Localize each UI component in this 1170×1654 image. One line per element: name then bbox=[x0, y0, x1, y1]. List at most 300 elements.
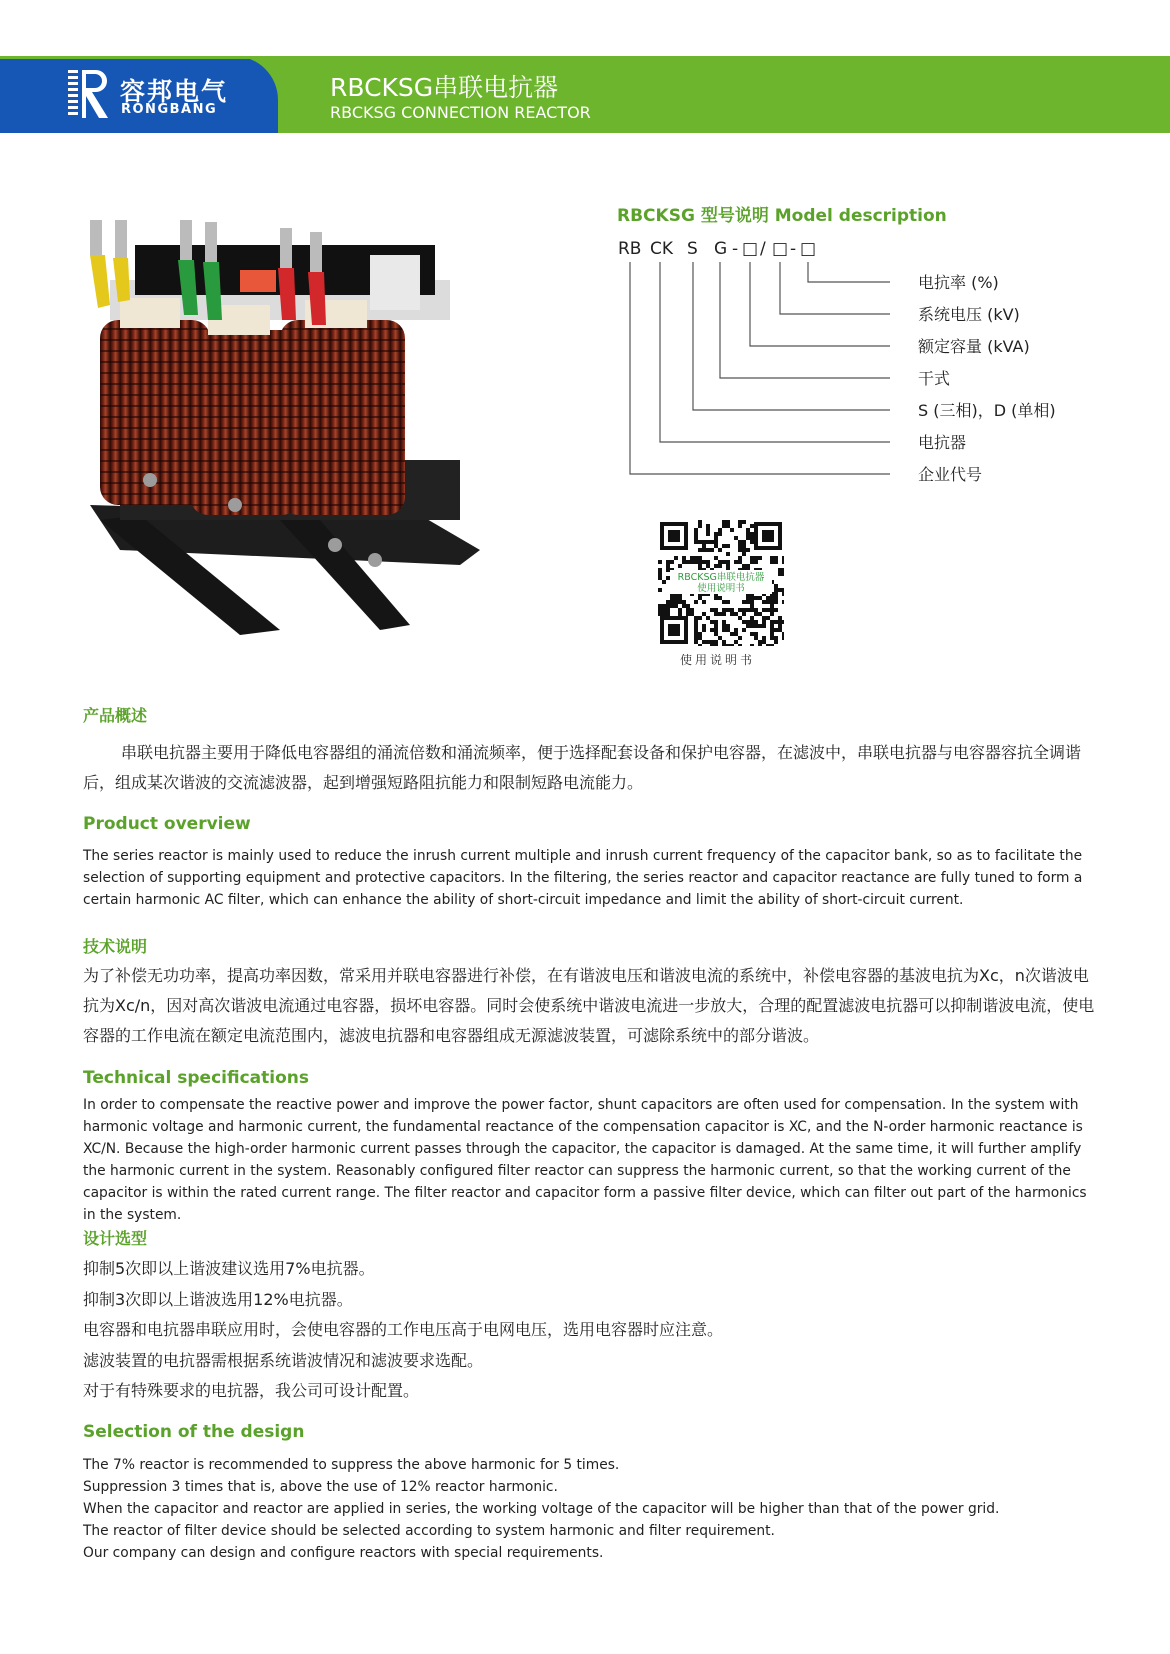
qr-module bbox=[778, 628, 782, 632]
qr-module bbox=[738, 636, 742, 640]
rongbang-logo-icon bbox=[68, 70, 110, 118]
qr-module bbox=[702, 628, 706, 632]
qr-module bbox=[750, 532, 754, 536]
qr-module bbox=[754, 612, 758, 616]
qr-module bbox=[710, 640, 714, 644]
qr-module bbox=[666, 600, 670, 604]
qr-module bbox=[782, 556, 784, 560]
qr-module bbox=[658, 576, 662, 580]
qr-module bbox=[706, 532, 710, 536]
qr-module bbox=[702, 544, 706, 548]
qr-module bbox=[782, 572, 784, 576]
qr-module bbox=[742, 548, 746, 552]
qr-module bbox=[722, 624, 726, 628]
qr-module bbox=[718, 528, 722, 532]
qr-module bbox=[698, 644, 702, 646]
qr-module bbox=[706, 564, 710, 568]
qr-caption: 使用说明书 bbox=[680, 653, 756, 667]
qr-module bbox=[750, 540, 754, 544]
qr-module bbox=[742, 620, 746, 624]
qr-module bbox=[694, 624, 698, 628]
header-accent-strip bbox=[0, 56, 270, 59]
qr-module bbox=[722, 644, 726, 646]
qr-module bbox=[714, 628, 718, 632]
qr-module bbox=[738, 616, 742, 620]
qr-module bbox=[670, 600, 674, 604]
qr-module bbox=[770, 624, 774, 628]
qr-module bbox=[694, 616, 698, 620]
qr-module bbox=[746, 528, 750, 532]
qr-module bbox=[670, 604, 674, 608]
model-item-dry-type: 干式 bbox=[918, 369, 951, 388]
qr-module bbox=[726, 520, 730, 524]
qr-module bbox=[682, 604, 686, 608]
qr-module bbox=[682, 600, 686, 604]
qr-module bbox=[762, 624, 766, 628]
qr-module bbox=[658, 572, 662, 576]
qr-module bbox=[766, 616, 770, 620]
qr-module bbox=[750, 560, 754, 564]
qr-module bbox=[706, 560, 710, 564]
code-dash-1: - bbox=[732, 239, 739, 259]
qr-module bbox=[702, 560, 706, 564]
qr-module bbox=[730, 608, 734, 612]
qr-module bbox=[706, 548, 710, 552]
design-cn-line: 滤波装置的电抗器需根据系统谐波情况和滤波要求选配。 bbox=[83, 1350, 484, 1370]
qr-module bbox=[746, 596, 750, 600]
qr-module bbox=[770, 596, 774, 600]
qr-module bbox=[662, 608, 666, 612]
qr-module bbox=[718, 596, 722, 600]
qr-module bbox=[670, 596, 674, 600]
qr-module bbox=[718, 636, 722, 640]
qr-module bbox=[782, 588, 784, 592]
qr-module bbox=[746, 600, 750, 604]
page-subtitle: RBCKSG CONNECTION REACTOR bbox=[330, 103, 591, 122]
code-box-2: □ bbox=[772, 239, 789, 259]
qr-module bbox=[734, 640, 738, 644]
qr-module bbox=[742, 612, 746, 616]
qr-module bbox=[750, 620, 754, 624]
design-en-list bbox=[83, 1454, 1103, 1564]
qr-module bbox=[714, 624, 718, 628]
qr-module bbox=[702, 624, 706, 628]
qr-module bbox=[770, 612, 774, 616]
qr-code[interactable] bbox=[658, 520, 784, 646]
qr-module bbox=[666, 576, 670, 580]
design-en-line: When the capacitor and reactor are applied in series, the working voltage of the capacitor will be higher than that of the power grid. bbox=[83, 1501, 1000, 1517]
qr-module bbox=[758, 624, 762, 628]
tech-cn-text: 为了补偿无功功率，提高功率因数，常采用并联电容器进行补偿，在有谐波电压和谐波电流的系统中，补偿电容器的基波电抗为Xc，n次谐波电抗为Xc/n，因对高次谐波电流通过电容器，损坏电容器。同时会使系统中谐波电流进一步放大，合理的配置滤波电抗器可以抑制谐波电流，使电容器的工作电流在额定电流范围内，滤波电抗器和电容器组成无源滤波装置，可滤除系统中的部分谐波。 bbox=[83, 966, 1095, 1045]
qr-module bbox=[710, 540, 714, 544]
qr-module bbox=[746, 564, 750, 568]
overview-en-text: The series reactor is mainly used to reduce the inrush current multiple and inrush current frequency of the capacitor bank, so as to facilitate the selection of supporting equipment and protective capacitors. In the filtering, the series reactor and capacitor reactance are fully tuned to form a certain harmonic AC filter, which can enhance the ability of short-circuit impedance and limit the ability of short-circuit current. bbox=[83, 848, 1083, 908]
qr-module bbox=[750, 624, 754, 628]
qr-module bbox=[750, 616, 754, 620]
qr-module bbox=[734, 560, 738, 564]
qr-module bbox=[722, 620, 726, 624]
qr-module bbox=[662, 612, 666, 616]
qr-module bbox=[694, 640, 698, 644]
design-en-line: The reactor of filter device should be selected according to system harmonic and filter requirement. bbox=[83, 1523, 775, 1539]
code-box-3: □ bbox=[800, 239, 817, 259]
qr-module bbox=[738, 608, 742, 612]
overview-en-title: Product overview bbox=[83, 814, 251, 834]
qr-module bbox=[694, 528, 698, 532]
qr-module bbox=[698, 616, 702, 620]
model-item-company-code: 企业代号 bbox=[918, 465, 983, 484]
qr-module bbox=[722, 520, 726, 524]
qr-module bbox=[722, 560, 726, 564]
qr-module bbox=[666, 564, 670, 568]
qr-module bbox=[778, 620, 782, 624]
qr-module bbox=[698, 548, 702, 552]
qr-module bbox=[714, 608, 718, 612]
qr-module bbox=[666, 612, 670, 616]
qr-module bbox=[690, 556, 694, 560]
qr-module bbox=[718, 532, 722, 536]
qr-module bbox=[662, 580, 666, 584]
qr-module bbox=[658, 604, 662, 608]
qr-module bbox=[762, 636, 766, 640]
code-box-1: □ bbox=[742, 239, 759, 259]
qr-module bbox=[774, 620, 778, 624]
overview-cn-text: 串联电抗器主要用于降低电容器组的涌流倍数和涌流频率，便于选择配套设备和保护电容器，在滤波中，串联电抗器与电容器容抗全调谐后，组成某次谐波的交流滤波器，起到增强短路阻抗能力和限制短路电流能力。 bbox=[83, 743, 1082, 792]
design-cn-list bbox=[83, 1254, 1103, 1407]
qr-module bbox=[714, 536, 718, 540]
design-cn-line: 抑制5次即以上谐波建议选用7%电抗器。 bbox=[83, 1259, 375, 1278]
qr-module bbox=[658, 612, 662, 616]
qr-module bbox=[698, 524, 702, 528]
qr-module bbox=[770, 600, 774, 604]
qr-module bbox=[714, 632, 718, 636]
qr-module bbox=[774, 588, 778, 592]
qr-module bbox=[686, 604, 690, 608]
qr-module bbox=[714, 544, 718, 548]
qr-module bbox=[746, 548, 750, 552]
qr-module bbox=[742, 628, 746, 632]
qr-module bbox=[726, 564, 730, 568]
qr-module bbox=[774, 560, 778, 564]
design-cn-line: 电容器和电抗器串联应用时，会使电容器的工作电压高于电网电压，选用电容器时应注意。 bbox=[83, 1320, 724, 1339]
qr-module bbox=[742, 564, 746, 568]
qr-module bbox=[778, 572, 782, 576]
qr-module bbox=[758, 612, 762, 616]
qr-module bbox=[738, 540, 742, 544]
qr-module bbox=[762, 620, 766, 624]
qr-module bbox=[754, 624, 758, 628]
qr-module bbox=[698, 556, 702, 560]
qr-module bbox=[770, 556, 774, 560]
qr-module bbox=[678, 608, 682, 612]
qr-module bbox=[730, 644, 734, 646]
qr-module bbox=[730, 632, 734, 636]
qr-module bbox=[750, 596, 754, 600]
qr-module bbox=[750, 556, 754, 560]
qr-module bbox=[782, 600, 784, 604]
qr-module bbox=[694, 636, 698, 640]
code-g: G bbox=[714, 239, 728, 259]
qr-module bbox=[694, 600, 698, 604]
design-en-line: The 7% reactor is recommended to suppress the above harmonic for 5 times. bbox=[83, 1457, 620, 1473]
overview-cn-title: 产品概述 bbox=[83, 706, 148, 725]
qr-module bbox=[702, 600, 706, 604]
design-en-line: Suppression 3 times that is, above the use of 12% reactor harmonic. bbox=[83, 1479, 558, 1495]
qr-module bbox=[774, 608, 778, 612]
code-ck: CK bbox=[650, 239, 674, 259]
tech-en-text: In order to compensate the reactive power and improve the power factor, shunt capacitors are often used for compensation. In the system with harmonic voltage and harmonic current, the fundamental reactance of the compensation capacitor is XC, and the N-order harmonic reactance is XC/N. Because the high-order harmonic current passes through the capacitor, the capacitor is damaged. At the same time, it will further amplify the harmonic current in the system. Reasonably configured filter reactor can suppress the harmonic current, so that the working current of the capacitor is within the rated current range. The filter reactor and capacitor form a passive filter device, which can filter out part of the harmonics in the system. bbox=[83, 1097, 1087, 1223]
qr-module bbox=[658, 560, 662, 564]
qr-module bbox=[698, 596, 702, 600]
qr-module bbox=[766, 608, 770, 612]
model-item-phase: S (三相)，D (单相) bbox=[918, 401, 1056, 420]
qr-module bbox=[746, 536, 750, 540]
qr-module bbox=[718, 564, 722, 568]
qr-module bbox=[714, 532, 718, 536]
qr-module bbox=[754, 560, 758, 564]
qr-module bbox=[670, 560, 674, 564]
reactor-product-image bbox=[80, 220, 500, 670]
qr-module bbox=[754, 632, 758, 636]
qr-module bbox=[678, 612, 682, 616]
qr-module bbox=[702, 548, 706, 552]
qr-module bbox=[698, 540, 702, 544]
qr-module bbox=[726, 624, 730, 628]
qr-module bbox=[738, 520, 742, 524]
qr-module bbox=[714, 596, 718, 600]
qr-module bbox=[738, 548, 742, 552]
qr-module bbox=[710, 620, 714, 624]
qr-module bbox=[782, 560, 784, 564]
qr-module bbox=[778, 624, 782, 628]
qr-module bbox=[782, 636, 784, 640]
qr-module bbox=[714, 540, 718, 544]
qr-module bbox=[678, 564, 682, 568]
model-code-diagram bbox=[610, 236, 1090, 496]
qr-module bbox=[750, 604, 754, 608]
qr-module bbox=[734, 632, 738, 636]
qr-module bbox=[766, 600, 770, 604]
qr-module bbox=[658, 588, 662, 592]
qr-module bbox=[758, 596, 762, 600]
qr-module bbox=[722, 628, 726, 632]
qr-module bbox=[774, 584, 778, 588]
qr-module bbox=[690, 612, 694, 616]
qr-module bbox=[706, 540, 710, 544]
qr-module bbox=[694, 556, 698, 560]
qr-module bbox=[674, 596, 678, 600]
qr-module bbox=[754, 596, 758, 600]
qr-module bbox=[726, 608, 730, 612]
design-en-line: Our company can design and configure reactors with special requirements. bbox=[83, 1545, 604, 1561]
qr-module bbox=[754, 556, 758, 560]
tech-cn-title: 技术说明 bbox=[83, 937, 148, 956]
qr-module bbox=[694, 540, 698, 544]
qr-module bbox=[742, 600, 746, 604]
qr-module bbox=[770, 608, 774, 612]
qr-module bbox=[722, 612, 726, 616]
design-cn-line: 抑制3次即以上谐波选用12%电抗器。 bbox=[83, 1289, 353, 1309]
qr-module bbox=[774, 600, 778, 604]
qr-module bbox=[666, 560, 670, 564]
qr-module bbox=[774, 596, 778, 600]
qr-module bbox=[726, 544, 730, 548]
qr-module bbox=[754, 608, 758, 612]
qr-module bbox=[694, 620, 698, 624]
qr-module bbox=[726, 600, 730, 604]
logo-cn-text: 容邦电气 bbox=[120, 77, 229, 106]
qr-module bbox=[754, 636, 758, 640]
qr-module bbox=[710, 608, 714, 612]
qr-module bbox=[738, 524, 742, 528]
qr-module bbox=[710, 644, 714, 646]
qr-module bbox=[774, 556, 778, 560]
model-description-title: RBCKSG 型号说明 Model description bbox=[617, 206, 947, 226]
qr-module bbox=[722, 544, 726, 548]
qr-module bbox=[762, 640, 766, 644]
qr-module bbox=[694, 632, 698, 636]
qr-module bbox=[682, 560, 686, 564]
qr-module bbox=[770, 632, 774, 636]
qr-module bbox=[758, 640, 762, 644]
qr-module bbox=[742, 552, 746, 556]
qr-module bbox=[694, 628, 698, 632]
qr-module bbox=[738, 560, 742, 564]
qr-module bbox=[778, 616, 782, 620]
qr-module bbox=[734, 536, 738, 540]
qr-module bbox=[734, 628, 738, 632]
qr-module bbox=[722, 640, 726, 644]
qr-module bbox=[706, 524, 710, 528]
logo-en-text: RONGBANG bbox=[121, 102, 218, 117]
qr-module bbox=[782, 632, 784, 636]
qr-module bbox=[734, 612, 738, 616]
qr-module bbox=[686, 612, 690, 616]
qr-module bbox=[722, 608, 726, 612]
qr-module bbox=[714, 612, 718, 616]
model-item-rated-capacity: 额定容量 (kVA) bbox=[918, 337, 1030, 356]
qr-module bbox=[742, 520, 746, 524]
qr-module bbox=[746, 620, 750, 624]
code-rb: RB bbox=[618, 239, 642, 259]
tech-en-title: Technical specifications bbox=[83, 1068, 309, 1088]
qr-module bbox=[762, 616, 766, 620]
qr-module bbox=[730, 612, 734, 616]
qr-module bbox=[770, 636, 774, 640]
qr-module bbox=[718, 548, 722, 552]
qr-module bbox=[698, 564, 702, 568]
qr-module bbox=[662, 604, 666, 608]
qr-module bbox=[754, 620, 758, 624]
qr-module bbox=[658, 568, 662, 572]
qr-module bbox=[726, 552, 730, 556]
qr-module bbox=[690, 608, 694, 612]
model-item-reactance-rate: 电抗率 (%) bbox=[918, 273, 999, 292]
qr-module bbox=[782, 592, 784, 596]
qr-module bbox=[698, 560, 702, 564]
qr-module bbox=[730, 528, 734, 532]
qr-module bbox=[686, 608, 690, 612]
qr-module bbox=[742, 608, 746, 612]
model-item-system-voltage: 系统电压 (kV) bbox=[918, 305, 1020, 324]
qr-module bbox=[758, 644, 762, 646]
qr-module bbox=[722, 524, 726, 528]
qr-module bbox=[714, 556, 718, 560]
qr-module bbox=[746, 532, 750, 536]
qr-module bbox=[770, 560, 774, 564]
qr-module bbox=[782, 620, 784, 624]
qr-module bbox=[714, 620, 718, 624]
qr-module bbox=[766, 644, 770, 646]
qr-module bbox=[702, 640, 706, 644]
qr-module bbox=[726, 644, 730, 646]
code-dash-2: - bbox=[790, 239, 797, 259]
qr-module bbox=[674, 556, 678, 560]
qr-module bbox=[750, 600, 754, 604]
qr-module bbox=[746, 624, 750, 628]
qr-module bbox=[770, 628, 774, 632]
qr-module bbox=[770, 644, 774, 646]
qr-module bbox=[710, 548, 714, 552]
qr-module bbox=[674, 600, 678, 604]
qr-module bbox=[750, 644, 754, 646]
design-cn-line: 对于有特殊要求的电抗器，我公司可设计配置。 bbox=[83, 1381, 420, 1400]
qr-module bbox=[706, 616, 710, 620]
qr-overlay-line1: RBCKSG串联电抗器 bbox=[677, 572, 765, 583]
qr-module bbox=[750, 608, 754, 612]
qr-module bbox=[738, 556, 742, 560]
qr-module bbox=[742, 544, 746, 548]
qr-module bbox=[666, 568, 670, 572]
qr-module bbox=[694, 532, 698, 536]
qr-module bbox=[694, 536, 698, 540]
qr-module bbox=[778, 588, 782, 592]
code-s: S bbox=[687, 239, 698, 259]
qr-module bbox=[710, 628, 714, 632]
qr-module bbox=[686, 560, 690, 564]
qr-module bbox=[762, 600, 766, 604]
page-title: RBCKSG串联电抗器 bbox=[330, 73, 559, 102]
qr-module bbox=[706, 528, 710, 532]
qr-module bbox=[750, 536, 754, 540]
qr-module bbox=[702, 612, 706, 616]
qr-module bbox=[738, 544, 742, 548]
design-en-title: Selection of the design bbox=[83, 1422, 305, 1442]
qr-module bbox=[738, 644, 742, 646]
qr-module bbox=[766, 596, 770, 600]
qr-module bbox=[658, 608, 662, 612]
qr-module bbox=[726, 560, 730, 564]
qr-module bbox=[722, 600, 726, 604]
qr-module bbox=[666, 604, 670, 608]
qr-module bbox=[674, 604, 678, 608]
qr-module bbox=[758, 556, 762, 560]
qr-module bbox=[666, 608, 670, 612]
qr-module bbox=[718, 612, 722, 616]
qr-overlay-line2: 使用说明书 bbox=[697, 583, 745, 594]
qr-module bbox=[778, 568, 782, 572]
qr-module bbox=[726, 628, 730, 632]
qr-module bbox=[714, 644, 718, 646]
qr-module bbox=[742, 540, 746, 544]
design-cn-title: 设计选型 bbox=[83, 1229, 148, 1248]
qr-module bbox=[714, 640, 718, 644]
qr-module bbox=[678, 600, 682, 604]
qr-module bbox=[678, 596, 682, 600]
qr-module bbox=[750, 524, 754, 528]
qr-module bbox=[774, 636, 778, 640]
qr-module bbox=[762, 608, 766, 612]
